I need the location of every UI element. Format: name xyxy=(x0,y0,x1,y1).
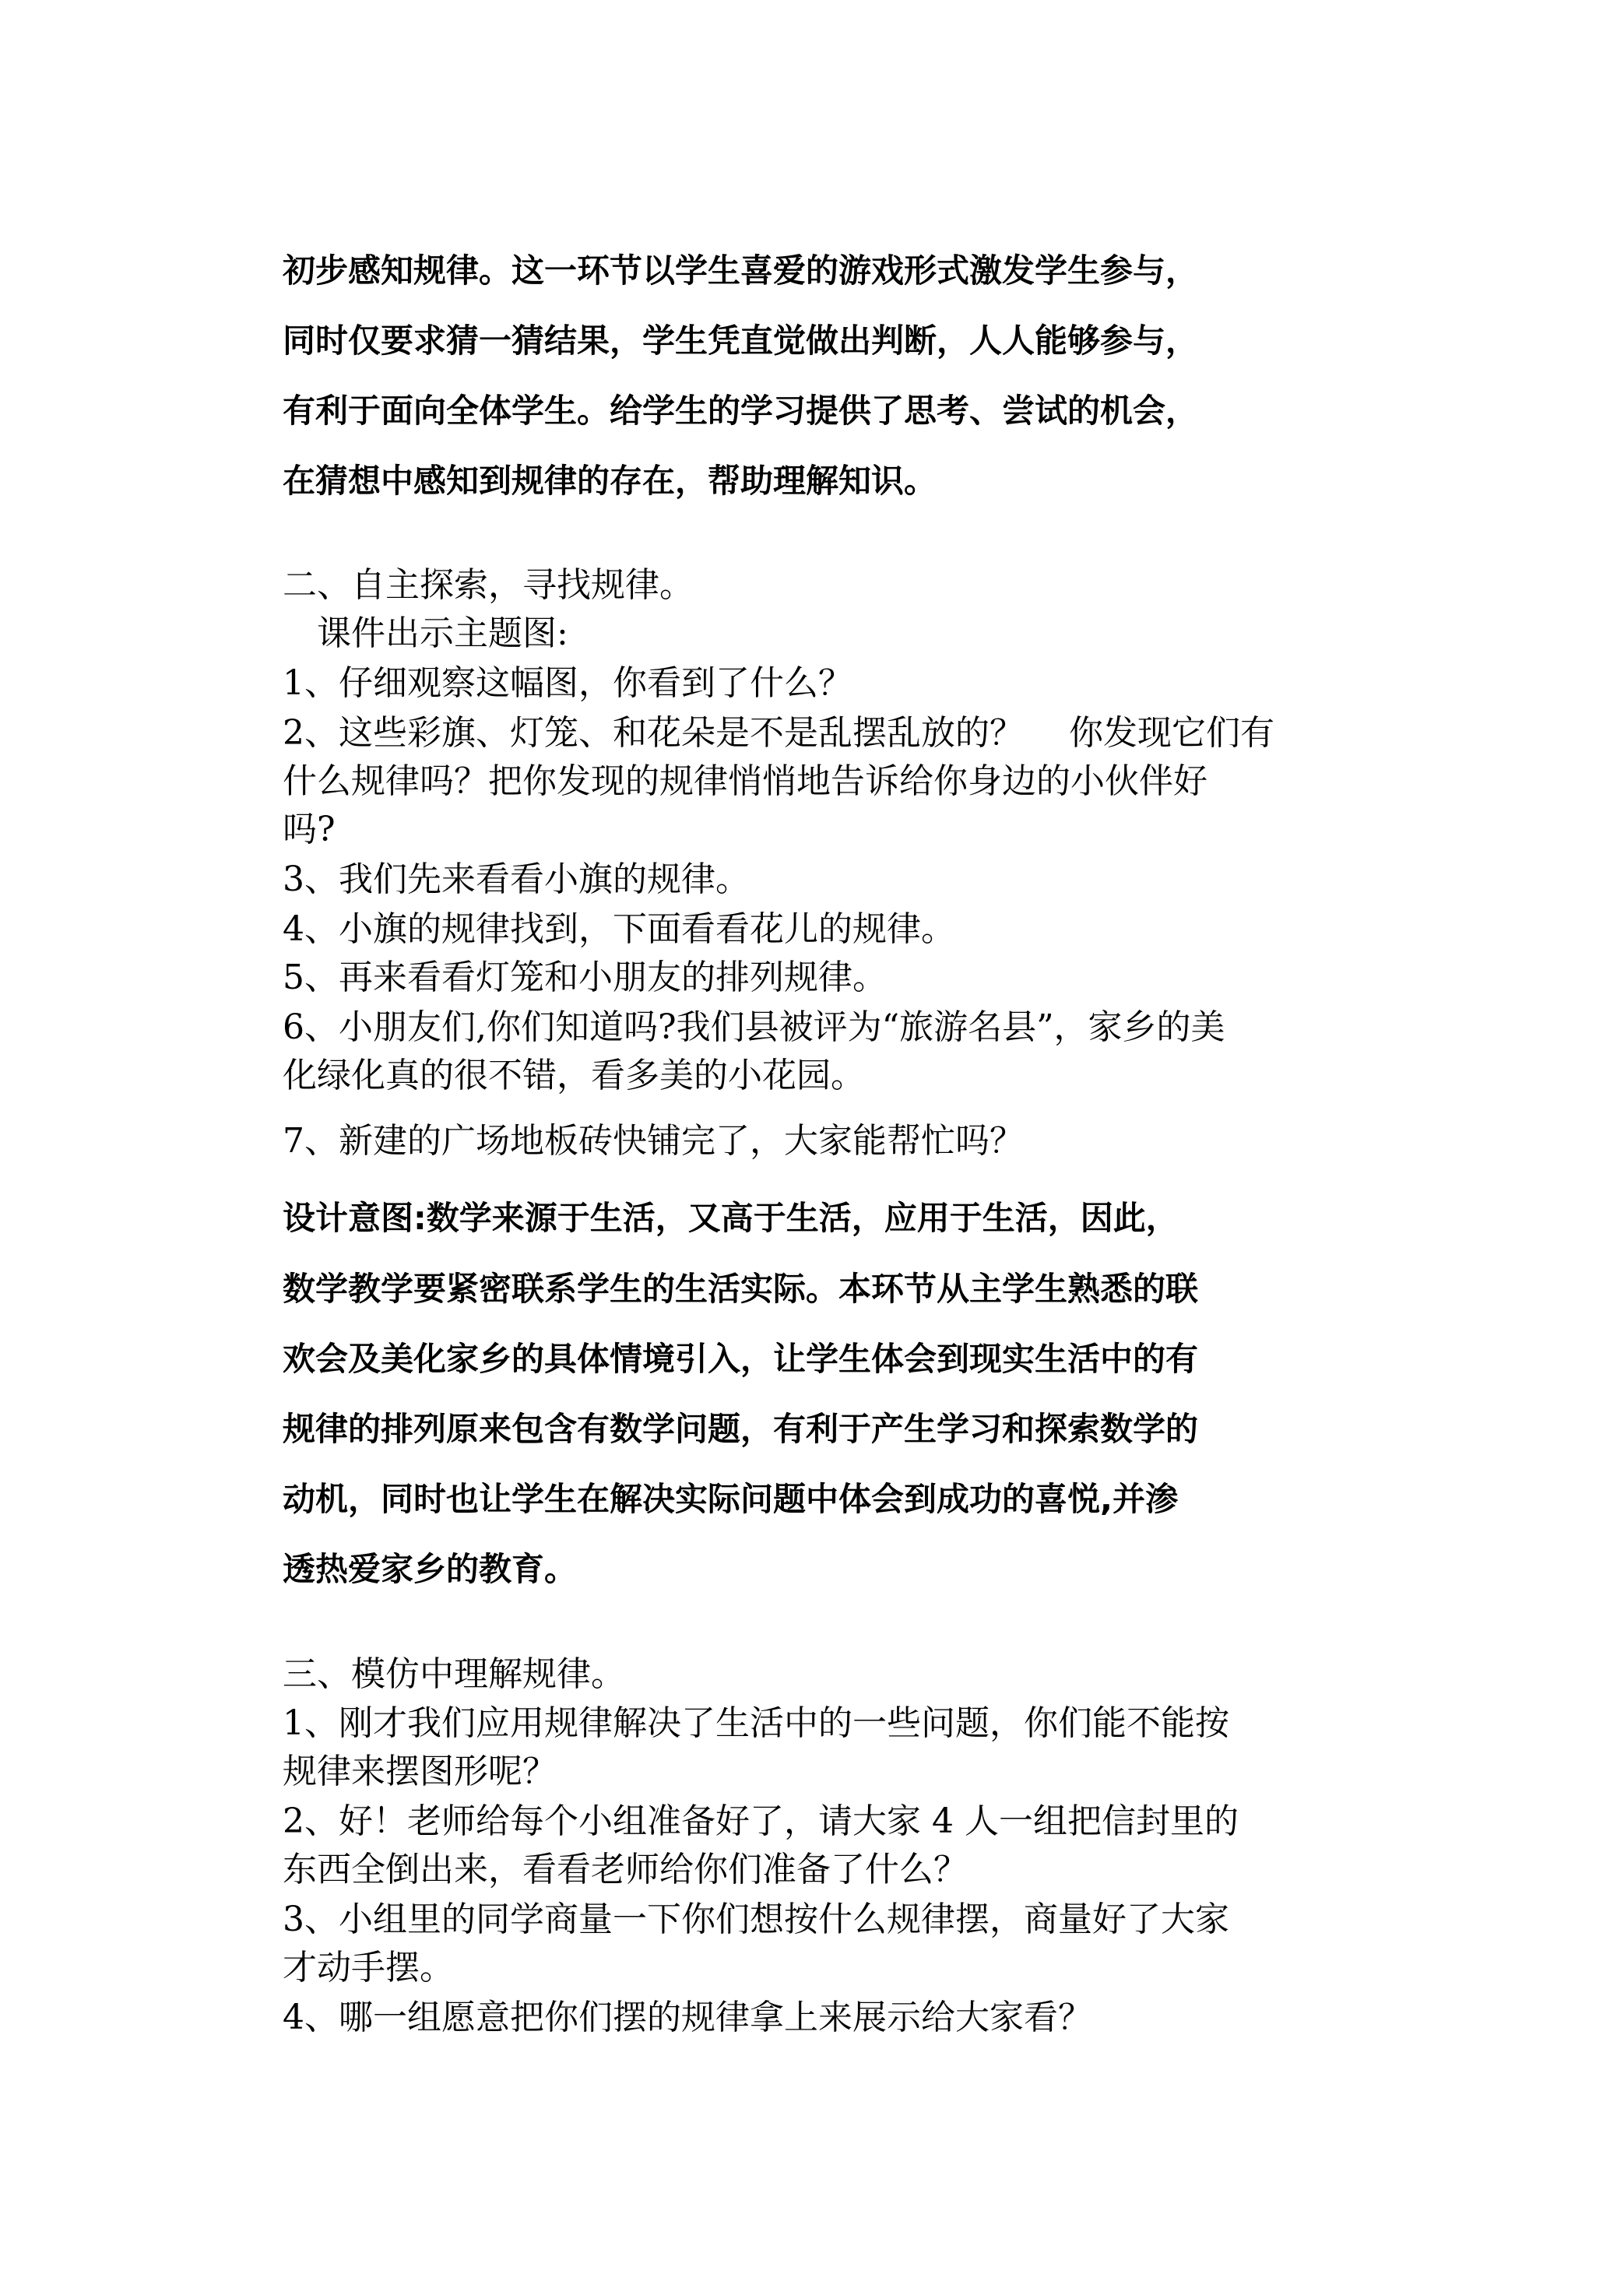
paragraph-line: 规律来摆图形呢？ xyxy=(283,1752,557,1791)
list-item: 1、仔细观察这幅图，你看到了什么？ xyxy=(283,663,852,703)
paragraph-line: 数学教学要紧密联系学生的生活实际。本环节从主学生熟悉的联 xyxy=(283,1270,1199,1308)
list-item: 4、小旗的规律找到，下面看看花儿的规律。 xyxy=(283,909,955,949)
paragraph-line: 才动手摆。 xyxy=(283,1948,454,1987)
list-item: 7、新建的广场地板砖快铺完了，大家能帮忙吗？ xyxy=(283,1121,1024,1161)
paragraph-line: 有利于面向全体学生。给学生的学习提供了思考、尝试的机会， xyxy=(283,392,1199,430)
paragraph-line: 同时仅要求猜一猜结果，学生凭直觉做出判断，人人能够参与， xyxy=(283,322,1199,360)
section-heading: 三、模仿中理解规律。 xyxy=(283,1654,625,1694)
paragraph-line: 透热爱家乡的教育。 xyxy=(283,1550,578,1588)
list-item: 5、再来看看灯笼和小朋友的排列规律。 xyxy=(283,958,887,997)
list-item: 3、小组里的同学商量一下你们想按什么规律摆，商量好了大家 xyxy=(283,1900,1229,1939)
list-item: 2、这些彩旗、灯笼、和花朵是不是乱摆乱放的？ 你发现它们有 xyxy=(283,713,1274,753)
paragraph-line: 动机，同时也让学生在解决实际问题中体会到成功的喜悦,并渗 xyxy=(283,1480,1178,1518)
paragraph-line: 化绿化真的很不错，看多美的小花园。 xyxy=(283,1056,865,1095)
list-item: 4、哪一组愿意把你们摆的规律拿上来展示给大家看？ xyxy=(283,1998,1092,2037)
paragraph-line: 什么规律吗？把你发现的规律悄悄地告诉给你身边的小伙伴好 xyxy=(283,761,1207,801)
list-item: 3、我们先来看看小旗的规律。 xyxy=(283,859,750,899)
paragraph-line: 规律的排列原来包含有数学问题，有利于产生学习和探索数学的 xyxy=(283,1410,1199,1448)
paragraph-line: 初步感知规律。这一环节以学生喜爱的游戏形式激发学生参与， xyxy=(283,251,1199,290)
paragraph-line: 吗? xyxy=(283,810,336,849)
paragraph-line: 在猜想中感知到规律的存在，帮助理解知识。 xyxy=(283,462,937,500)
list-item: 2、好！老师给每个小组准备好了，请大家 4 人一组把信封里的 xyxy=(283,1801,1239,1841)
paragraph-line: 欢会及美化家乡的具体情境引入，让学生体会到现实生活中的有 xyxy=(283,1340,1199,1378)
section-heading: 二、自主探索，寻找规律。 xyxy=(283,565,694,605)
paragraph-line: 东西全倒出来，看看老师给你们准备了什么？ xyxy=(283,1850,968,1889)
list-item: 6、小朋友们,你们知道吗?我们县被评为“旅游名县”，家乡的美 xyxy=(283,1007,1225,1047)
list-item: 1、刚才我们应用规律解决了生活中的一些问题，你们能不能按 xyxy=(283,1703,1229,1743)
paragraph-line: 课件出示主题图: xyxy=(283,613,568,653)
paragraph-line: 设计意图:数学来源于生活，又高于生活，应用于生活，因此， xyxy=(283,1199,1179,1237)
